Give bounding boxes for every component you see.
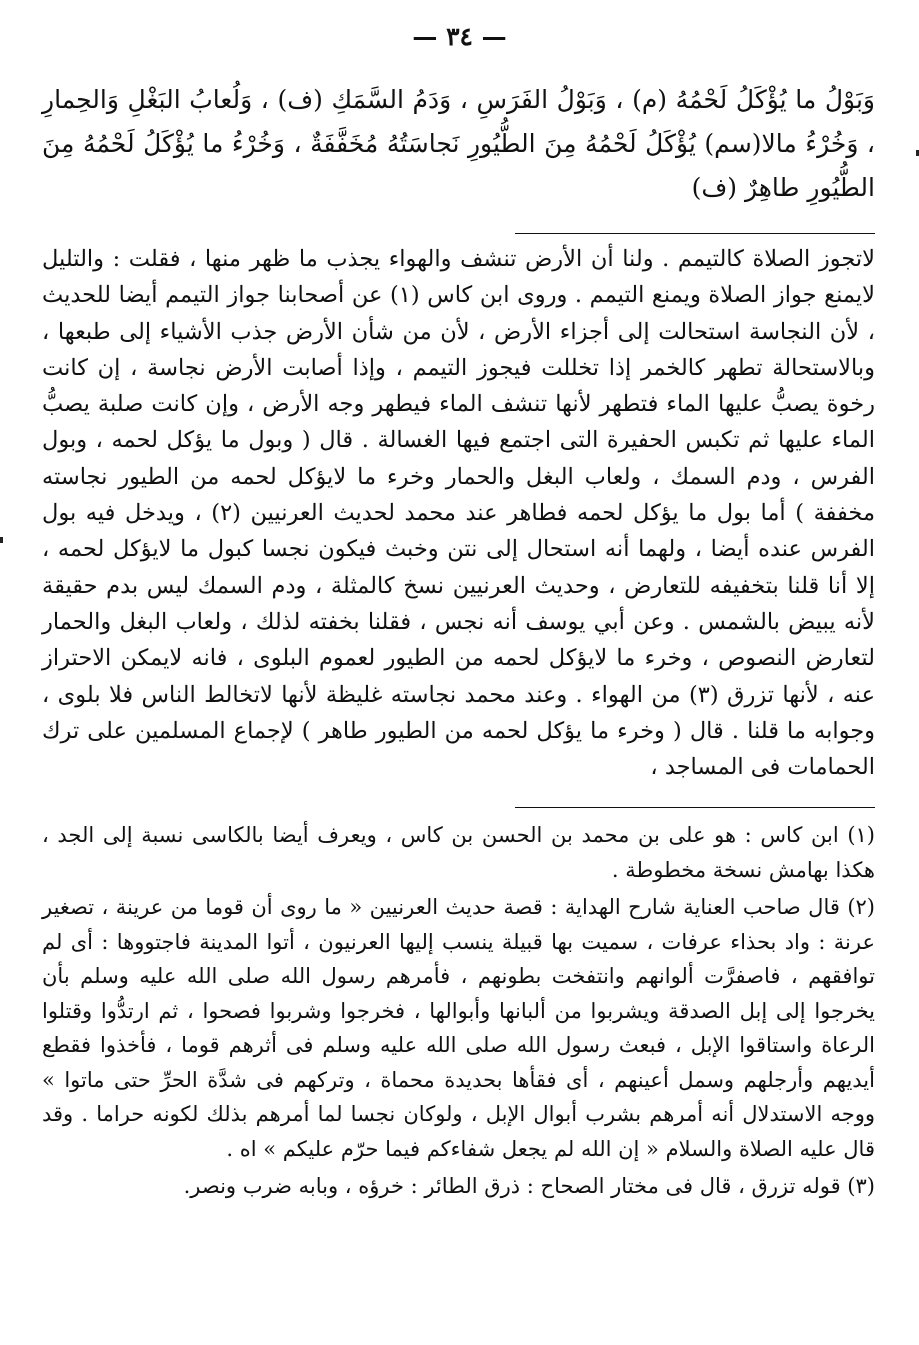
scan-edge-mark: [0, 537, 3, 543]
commentary-text: [42, 241, 875, 785]
main-text-paragraph: وَبَوْلُ ما يُؤْكَلُ لَحْمُهُ (م) ، وَبَوْلُ الفَرَسِ ، وَدَمُ السَّمَكِ (ف) ، وَلُعابُ البَغْلِ وَالحِمارِ ، وَخُرْءُ مالا(سم) يُؤْكَلُ لَحْمُهُ مِنَ الطُّيُورِ نَجاسَتُهُ مُخَفَّفَةٌ ، وَخُرْءُ ما يُؤْكَلُ لَحْمُهُ مِنَ الطُّيُورِ طاهِرٌ (ف): [42, 85, 875, 202]
main-text: [42, 78, 875, 210]
divider-line: [515, 233, 875, 234]
footnote-divider: [515, 807, 875, 808]
footnote-1: (١) ابن كاس : هو على بن محمد بن الحسن بن كاس ، ويعرف أيضا بالكاسى نسبة إلى الجد ، هكذا بهامش نسخة مخطوطة .: [42, 823, 875, 882]
footnote-3: (٣) قوله تزرق ، قال فى مختار الصحاح : ذرق الطائر : خرؤه ، وبابه ضرب ونصر.: [183, 1174, 875, 1198]
commentary-paragraph: لاتجوز الصلاة كالتيمم . ولنا أن الأرض تنشف والهواء يجذب ما ظهر منها ، فقلت : والتليل لايمنع جواز الصلاة ويمنع التيمم . وروى ابن كاس (١) عن أصحابنا جواز التيمم أيضا للحديث ، لأن النجاسة استحالت إلى أجزاء الأرض ، لأن من شأن الأرض جذب الأشياء إلى طبعها ، وبالاستحالة تطهر كالخمر إذا تخللت فيجوز التيمم ، وإذا أصابت الأرض نجاسة ، إن كانت رخوة يصبُّ عليها الماء فتطهر لأنها تنشف الماء فيطهر وجه الأرض ، وإن كانت صلبة يصبُّ الماء عليها ثم تكبس الحفيرة التى اجتمع فيها الغسالة . قال ( وبول ما يؤكل لحمه ، وبول الفرس ، ودم السمك ، ولعاب البغل والحمار وخرء ما لايؤكل لحمه من الطيور نجاسته مخففة ) أما بول ما يؤكل لحمه فطاهر عند محمد لحديث العرنيين (٢) ، ويدخل فيه بول الفرس عنده أيضا ، ولهما أنه استحال إلى نتن وخبث فيكون نجسا كبول ما لايؤكل لحمه ، إلا أنا قلنا بتخفيفه للتعارض ، وحديث العرنيين نسخ كالمثلة ، ودم السمك ليس بدم حقيقة لأنه يبيض بالشمس . وعن أبي يوسف أنه نجس ، فقلنا بخفته لذلك ، ولعاب البغل والحمار لتعارض النصوص ، وخرء ما لايؤكل لحمه من الطيور لعموم البلوى ، فانه لايمكن الاحتراز عنه ، لأنها تزرق (٣) من الهواء . وعند محمد نجاسته غليظة لأنها لاتخالط الناس فلا بلوى ، وجوابه ما قلنا . قال ( وخرء ما يؤكل لحمه من الطيور طاهر ) لإجماع المسلمين على ترك الحمامات فى المساجد ،: [42, 246, 875, 781]
page-number: — ٣٤ —: [412, 22, 507, 51]
footnotes: [42, 818, 875, 1207]
footnote-2: (٢) قال صاحب العناية شارح الهداية : قصة حديث العرنيين « ما روى أن قوما من عرينة ، تصغير عرنة : واد بحذاء عرفات ، سميت بها قبيلة ينسب إليها العرنيون ، أتوا المدينة فاجتووها : أى لم توافقهم ، فاصفرَّت ألوانهم وانتفخت بطونهم ، فأمرهم رسول الله صلى الله عليه وسلم بأن يخرجوا إلى إبل الصدقة ويشربوا من ألبانها وأبوالها ، فخرجوا وشربوا فصحوا ، ثم ارتدُّوا وقتلوا الرعاة واستاقوا الإبل ، فبعث رسول الله صلى الله عليه وسلم فى أثرهم قوما ، فأخذوا فقطع أيديهم وأرجلهم وسمل أعينهم ، أى فقأها بحديدة محماة ، وتركهم فى شدَّة الحرِّ حتى ماتوا » ووجه الاستدلال أنه أمرهم بشرب أبوال الإبل ، ولوكان نجسا لما أمرهم بذلك لكونه حراما . وقد قال عليه الصلاة والسلام « إن الله لم يجعل شفاءكم فيما حرّم عليكم » اه .: [42, 895, 875, 1161]
